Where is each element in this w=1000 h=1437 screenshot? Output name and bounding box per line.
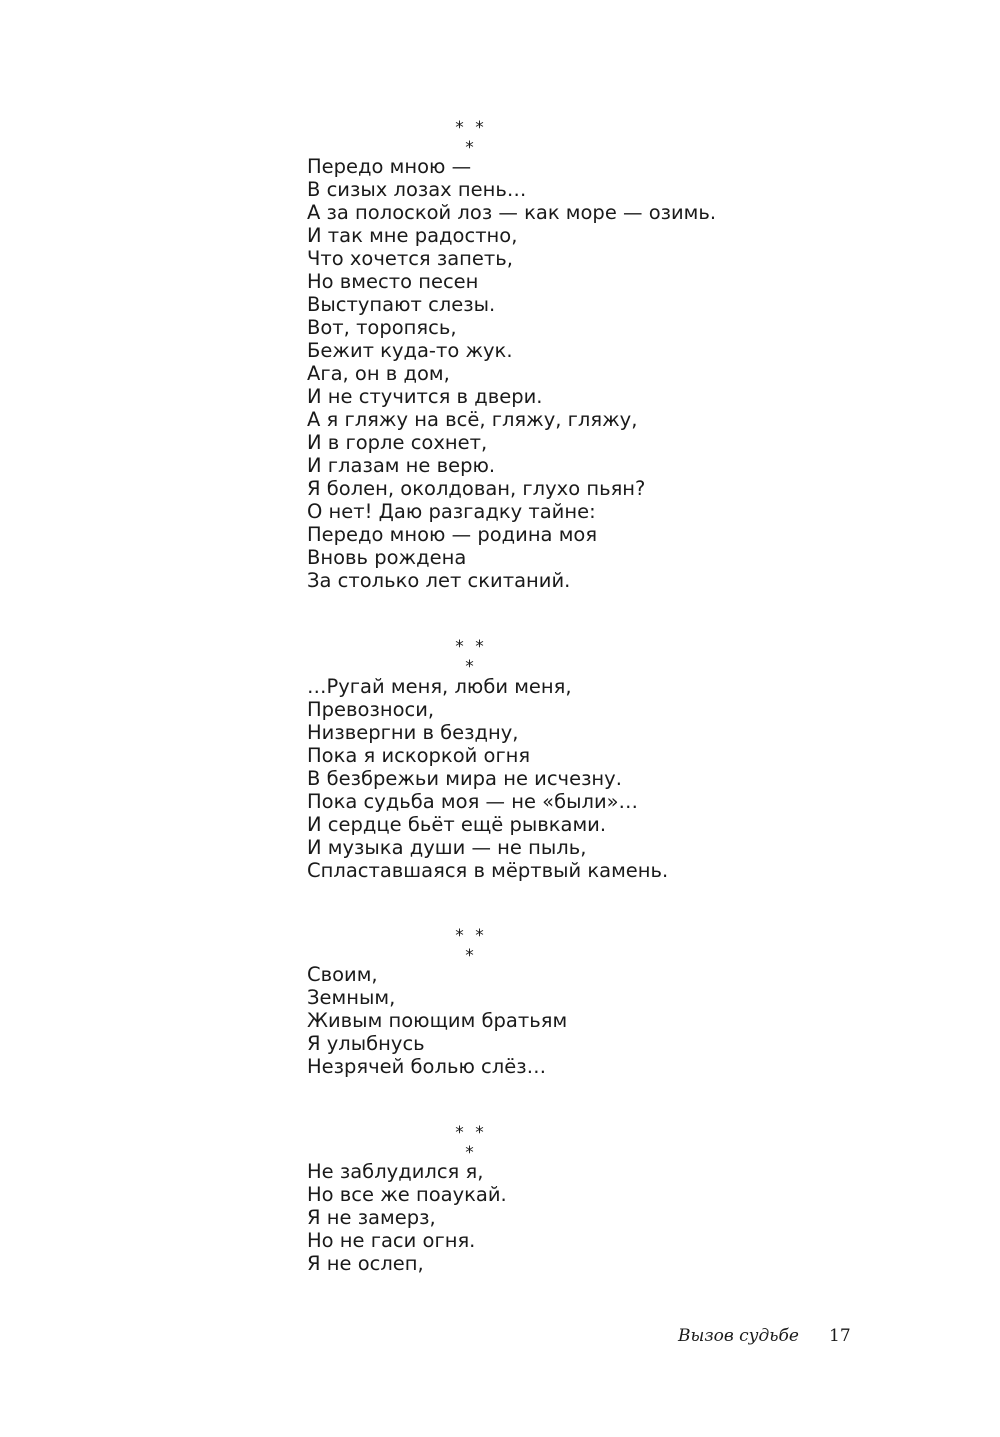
poem-line: О нет! Даю разгадку тайне:	[307, 500, 596, 523]
poem-line: Я улыбнусь	[307, 1032, 425, 1055]
poem-line: Передо мною — родина моя	[307, 523, 598, 546]
poem-line: Я болен, околдован, глухо пьян?	[307, 477, 646, 500]
poem-line: Но все же поаукай.	[307, 1183, 507, 1206]
poem-line: Спластавшаяся в мёртвый камень.	[307, 859, 669, 882]
poem-lines	[307, 1160, 947, 1275]
poem-line: И не стучится в двери.	[307, 385, 543, 408]
poem-line: …Ругай меня, люби меня,	[307, 675, 572, 698]
poem-line: В сизых лозах пень…	[307, 178, 527, 201]
poem-line: Незрячей болью слёз…	[307, 1055, 547, 1078]
section-separator: * * *	[455, 1123, 487, 1163]
poem-line: Превозноси,	[307, 698, 435, 721]
poem-line: Низвергни в бездну,	[307, 721, 519, 744]
poem-line: И музыка души — не пыль,	[307, 836, 587, 859]
section-separator: * * *	[455, 637, 487, 677]
poem-lines	[307, 675, 947, 882]
poem-line: Но не гаси огня.	[307, 1229, 476, 1252]
section-separator: * * *	[455, 926, 487, 966]
poem-line: Что хочется запеть,	[307, 247, 513, 270]
poem-line: Пока я искоркой огня	[307, 744, 531, 767]
page-number: 17	[829, 1326, 851, 1346]
poem-line: За столько лет скитаний.	[307, 569, 571, 592]
poem-lines	[307, 155, 947, 592]
poem-line: Вот, торопясь,	[307, 316, 457, 339]
poem-line: И глазам не верю.	[307, 454, 496, 477]
poem-line: Я не замерз,	[307, 1206, 436, 1229]
poem-line: Своим,	[307, 963, 378, 986]
poem-line: И так мне радостно,	[307, 224, 518, 247]
poem-line: И сердце бьёт ещё рывками.	[307, 813, 607, 836]
poem-line: Передо мною —	[307, 155, 472, 178]
poem-line: В безбрежьи мира не исчезну.	[307, 767, 622, 790]
poem-line: Ага, он в дом,	[307, 362, 450, 385]
poem-line: Но вместо песен	[307, 270, 479, 293]
poem-line: И в горле сохнет,	[307, 431, 488, 454]
poem-line: Живым поющим братьям	[307, 1009, 568, 1032]
running-title: Вызов судьбе	[678, 1326, 799, 1346]
poem-line: А за полоской лоз — как море — озимь.	[307, 201, 717, 224]
poem-line: А я гляжу на всё, гляжу, гляжу,	[307, 408, 638, 431]
poem-lines	[307, 963, 947, 1078]
poem-line: Земным,	[307, 986, 396, 1009]
poem-line: Я не ослеп,	[307, 1252, 424, 1275]
poem-line: Вновь рождена	[307, 546, 467, 569]
poem-line: Выступают слезы.	[307, 293, 496, 316]
poem-line: Пока судьба моя — не «были»…	[307, 790, 639, 813]
section-separator: * * *	[455, 118, 487, 158]
poem-line: Бежит куда-то жук.	[307, 339, 513, 362]
poem-line: Не заблудился я,	[307, 1160, 484, 1183]
